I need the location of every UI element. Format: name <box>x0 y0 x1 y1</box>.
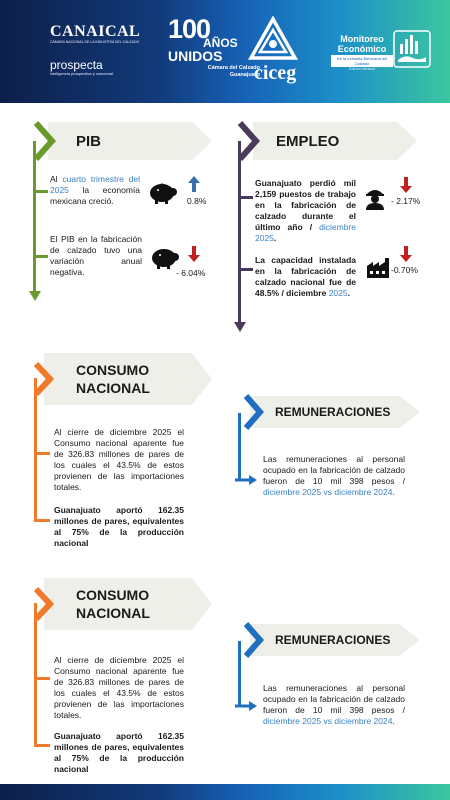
pib-tick-1 <box>33 190 48 193</box>
empleo-pct-2: -0.70% <box>391 265 418 275</box>
consumo-text-1: Al cierre de diciembre 2025 el Consumo nacional aparente fue de 326.83 millones de pares de los cuales el 43.5% de estos provienen de las importaciones totales. <box>54 427 184 492</box>
consumo-tick-4 <box>34 744 50 747</box>
remuneraciones-rail-2 <box>238 641 241 707</box>
worker-icon <box>364 186 386 210</box>
empleo-tick-2 <box>238 268 253 271</box>
ciceg-wordmark: ciceg <box>254 62 297 84</box>
remuneraciones-title-2: REMUNERACIONES <box>275 633 391 647</box>
empleo-title: EMPLEO <box>276 133 340 150</box>
consumo-title-2: CONSUMO NACIONAL <box>76 587 150 621</box>
arrow-down-icon <box>400 177 412 193</box>
pib-text-1: Al cuarto trimestre del 2025 la economía mexicana creció. <box>50 174 141 206</box>
pib-title-tab <box>48 122 212 160</box>
remuneraciones-arrow-icon <box>233 474 257 486</box>
consumo-text-2: Guanajuato aportó 162.35 millones de pares, equivalentes al 75% de la producción nacional <box>54 505 184 548</box>
pib-title: PIB <box>76 133 102 150</box>
remuneraciones-chevron-icon-2 <box>242 622 264 658</box>
partner-logos <box>50 24 150 77</box>
monitoreo-logo <box>331 34 431 74</box>
consumo-tick-2 <box>34 519 50 522</box>
pib-rail-end-icon <box>29 291 41 301</box>
empleo-tick-1 <box>238 196 253 199</box>
prospecta-subtitle: inteligencia prospectiva y comercial <box>50 71 113 76</box>
canaical-logo: CANAICAL <box>50 23 141 40</box>
shoe-chart-icon <box>393 30 431 68</box>
piggy-bank-icon <box>150 245 180 269</box>
remuneraciones-text-2: Las remuneraciones al personal ocupado en la fabricación de calzado fueron de 10 mil 398 pesos / diciembre 2025 vs diciembre 2024. <box>263 683 405 726</box>
remuneraciones-text: Las remuneraciones al personal ocupado en la fabricación de calzado fueron de 10 mil 398 pesos / diciembre 2025 vs diciembre 2024. <box>263 454 405 497</box>
consumo-text-3: Al cierre de diciembre 2025 el Consumo nacional aparente fue de 326.83 millones de pares de los cuales el 43.5% de estos provienen de las importaciones totales. <box>54 655 184 720</box>
consumo-tick-1 <box>34 452 50 455</box>
monitoreo-edition: Edición mensual <box>349 67 375 71</box>
arrow-down-icon <box>400 246 412 262</box>
consumo-text-4: Guanajuato aportó 162.35 millones de pares, equivalentes al 75% de la producción nacional <box>54 731 184 774</box>
factory-icon <box>367 258 389 278</box>
anniversary-years: AÑOS <box>203 36 238 50</box>
header-banner <box>0 0 450 103</box>
pib-tick-2 <box>33 255 48 258</box>
remuneraciones-arrow-icon-2 <box>233 700 257 712</box>
empleo-rail-end-icon <box>234 322 246 332</box>
ciceg-emblem-icon <box>248 16 298 66</box>
empleo-pct-1: - 2.17% <box>391 196 421 206</box>
remuneraciones-rail <box>238 413 241 481</box>
monitoreo-title: Monitoreo Económico <box>337 34 387 54</box>
piggy-bank-icon <box>148 180 178 204</box>
pib-rail <box>33 141 36 297</box>
consumo-rail-2 <box>34 603 37 747</box>
pib-text-2: El PIB en la fabricación de calzado tuvo una variación anual negativa. <box>50 234 142 277</box>
pib-pct-2: - 6.04% <box>176 268 206 278</box>
anniversary-unidos: UNIDOS <box>168 48 223 64</box>
consumo-rail <box>34 378 37 522</box>
footer-bar <box>0 784 450 800</box>
canaical-subtitle: CÁMARA NACIONAL DE LA INDUSTRIA DEL CALZADO <box>50 40 140 44</box>
arrow-up-icon <box>188 176 200 192</box>
consumo-tick-3 <box>34 677 50 680</box>
empleo-rail <box>238 141 241 327</box>
pib-pct-1: 0.8% <box>187 196 207 206</box>
camara-caption: Cámara del Calzado Guanajuato <box>207 65 260 78</box>
arrow-down-icon <box>188 246 200 262</box>
consumo-title: CONSUMO NACIONAL <box>76 362 150 396</box>
empleo-text-2: La capacidad instalada en la fabricación de calzado nacional fue de 48.5% / diciembre 2025. <box>255 255 356 298</box>
remuneraciones-chevron-icon <box>242 394 264 430</box>
empleo-text-1: Guanajuato perdió mil 2,159 puestos de trabajo en la fabricación de calzado durante el último año / diciembre 2025. <box>255 178 356 243</box>
anniversary-number: 100 <box>168 14 211 44</box>
prospecta-logo: prospecta <box>50 58 103 72</box>
anniversary-logo <box>168 16 298 88</box>
remuneraciones-title: REMUNERACIONES <box>275 405 391 419</box>
monitoreo-subtitle: De la Industria Mexicana del Calzado <box>331 55 393 67</box>
